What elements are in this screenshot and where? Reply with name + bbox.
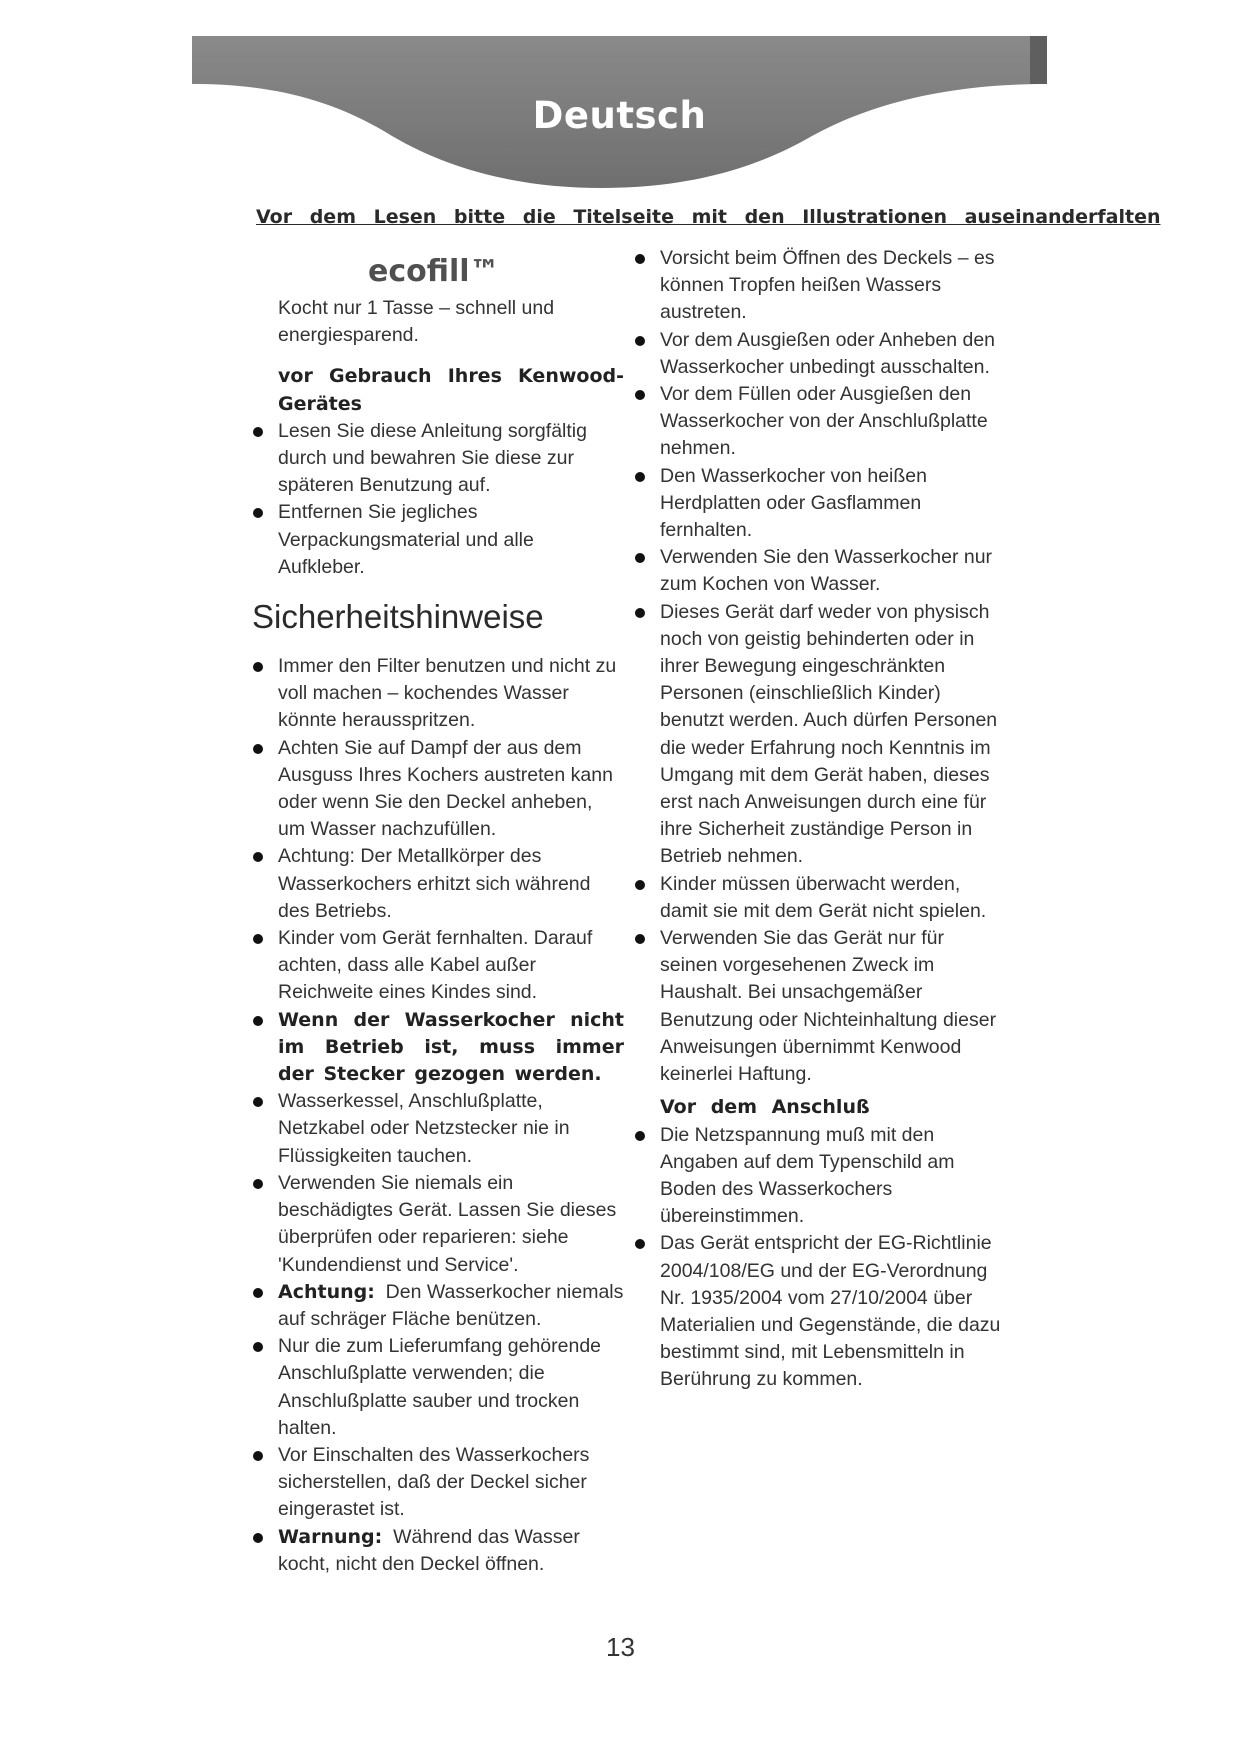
bullet-icon	[635, 934, 645, 944]
caution-label: Achtung:	[278, 1280, 375, 1303]
fold-out-instruction: Vor dem Lesen bitte die Titelseite mit den Illustrationen auseinanderfalten	[256, 206, 1161, 228]
list-item: Achtung: Der Metallkörper des Wasserkochers erhitzt sich während des Betriebs.	[252, 843, 624, 925]
bullet-icon	[253, 662, 263, 672]
list-item: Den Wasserkocher von heißen Herdplatten oder Gasflammen fernhalten.	[634, 463, 1006, 545]
bullet-icon	[635, 254, 645, 264]
list-item: Kinder müssen überwacht werden, damit sie mit dem Gerät nicht spielen.	[634, 871, 1006, 925]
list-item: Lesen Sie diese Anleitung sorgfältig durch und bewahren Sie diese zur späteren Benutzung auf.	[252, 418, 624, 500]
list-item: Die Netzspannung muß mit den Angaben auf dem Typenschild am Boden des Wasserkochers übereinstimmen.	[634, 1122, 1006, 1231]
list-item: Kinder vom Gerät fernhalten. Darauf achten, dass alle Kabel außer Reichweite eines Kindes sind.	[252, 925, 624, 1007]
list-item: Warnung: Während das Wasser kocht, nicht den Deckel öffnen.	[252, 1524, 624, 1578]
list-item: Entfernen Sie jegliches Verpackungsmaterial und alle Aufkleber.	[252, 499, 624, 581]
bullet-icon	[635, 336, 645, 346]
intro-text: Kocht nur 1 Tasse – schnell und energiesparend.	[278, 297, 555, 347]
connection-list	[634, 1122, 1006, 1394]
bullet-icon	[253, 1016, 263, 1026]
bullet-icon	[253, 852, 263, 862]
list-item: Das Gerät entspricht der EG-Richtlinie 2004/108/EG und der EG-Verordnung Nr. 1935/2004 vom 27/10/2004 über Materialien und Gegenstände, die dazu bestimmt sind, mit Lebensmitteln in Berührung zu kommen.	[634, 1230, 1006, 1393]
bullet-icon	[635, 1239, 645, 1249]
bullet-icon	[253, 508, 263, 518]
bullet-icon	[635, 553, 645, 563]
list-item: Vor Einschalten des Wasserkochers sicherstellen, daß der Deckel sicher eingerastet ist.	[252, 1442, 624, 1524]
list-item: Achtung: Den Wasserkocher niemals auf schräger Fläche benützen.	[252, 1279, 624, 1333]
list-item: Wenn der Wasserkocher nicht im Betrieb ist, muss immer der Stecker gezogen werden.	[252, 1007, 624, 1089]
header-title: Deutsch	[532, 94, 707, 137]
right-column	[634, 245, 1006, 1394]
list-item: Achten Sie auf Dampf der aus dem Ausguss Ihres Kochers austreten kann oder wenn Sie den Deckel anheben, um Wasser nachzufüllen.	[252, 735, 624, 844]
bullet-icon	[635, 1131, 645, 1141]
bullet-icon	[253, 1533, 263, 1543]
bullet-icon	[635, 880, 645, 890]
list-item: Immer den Filter benutzen und nicht zu voll machen – kochendes Wasser könnte herausspritzen.	[252, 653, 624, 735]
warning-label: Warnung:	[278, 1525, 383, 1548]
before-use-heading: vor Gebrauch Ihres Kenwood-Gerätes	[278, 365, 624, 415]
list-item: Vor dem Füllen oder Ausgießen den Wasserkocher von der Anschlußplatte nehmen.	[634, 381, 1006, 463]
bullet-icon	[253, 1179, 263, 1189]
bullet-icon	[253, 1342, 263, 1352]
ecofill-logo: ecofill™	[368, 254, 500, 289]
left-column	[252, 245, 624, 1578]
safety-list	[252, 653, 624, 1578]
list-item: Nur die zum Lieferumfang gehörende Anschlußplatte verwenden; die Anschlußplatte sauber und trocken halten.	[252, 1333, 624, 1442]
list-item: Vorsicht beim Öffnen des Deckels – es können Tropfen heißen Wassers austreten.	[634, 245, 1006, 327]
bullet-icon	[253, 1097, 263, 1107]
connection-heading: Vor dem Anschluß	[660, 1096, 870, 1119]
list-item: Verwenden Sie den Wasserkocher nur zum Kochen von Wasser.	[634, 544, 1006, 598]
safety-list-continued	[634, 245, 1006, 1088]
list-item: Vor dem Ausgießen oder Anheben den Wasserkocher unbedingt ausschalten.	[634, 327, 1006, 381]
bullet-icon	[253, 427, 263, 437]
list-item: Wasserkessel, Anschlußplatte, Netzkabel oder Netzstecker nie in Flüssigkeiten tauchen.	[252, 1088, 624, 1170]
bullet-icon	[253, 1451, 263, 1461]
safety-heading: Sicherheitshinweise	[252, 598, 544, 636]
bullet-icon	[635, 472, 645, 482]
bullet-icon	[635, 390, 645, 400]
bullet-icon	[253, 1288, 263, 1298]
page-number: 13	[606, 1632, 635, 1662]
list-item: Verwenden Sie niemals ein beschädigtes Gerät. Lassen Sie dieses überprüfen oder reparieren: siehe 'Kundendienst und Service'.	[252, 1170, 624, 1279]
bullet-icon	[253, 744, 263, 754]
bullet-icon	[635, 608, 645, 618]
before-use-list	[252, 418, 624, 581]
list-item: Verwenden Sie das Gerät nur für seinen vorgesehenen Zweck im Haushalt. Bei unsachgemäßer Benutzung oder Nichteinhaltung dieser Anweisungen übernimmt Kenwood keinerlei Haftung.	[634, 925, 1006, 1088]
bullet-icon	[253, 934, 263, 944]
language-header	[192, 36, 1047, 196]
list-item: Dieses Gerät darf weder von physisch noch von geistig behinderten oder in ihrer Bewegung eingeschränkten Personen (einschließlich Kinder) benutzt werden. Auch dürfen Personen die weder Erfahrung noch Kenntnis im Umgang mit dem Gerät haben, dieses erst nach Anweisungen durch eine für ihre Sicherheit zuständige Person in Betrieb nehmen.	[634, 599, 1006, 871]
